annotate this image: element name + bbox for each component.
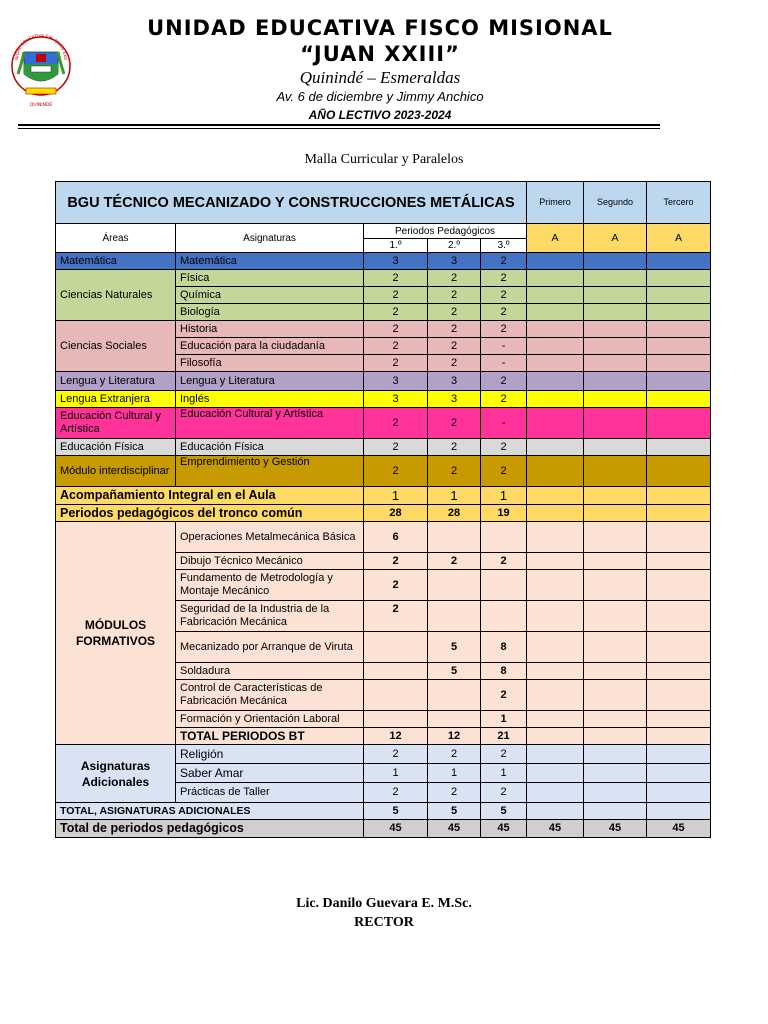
period-cell: 2 — [481, 270, 527, 287]
period-cell: 2 — [364, 355, 428, 372]
total-bt-label: TOTAL PERIODOS BT — [176, 728, 364, 745]
table-row — [56, 321, 711, 338]
period-cell: 45 — [481, 820, 527, 838]
period-cell: 1 — [364, 764, 428, 783]
subject-cell: Saber Amar — [176, 764, 364, 783]
subject-cell: Operaciones Metalmecánica Básica — [176, 522, 364, 553]
period-cell: 2 — [481, 783, 527, 803]
period-cell: 2 — [428, 304, 481, 321]
period-cell — [428, 570, 481, 601]
subject-cell: Dibujo Técnico Mecánico — [176, 553, 364, 570]
col-periodos-header: Periodos Pedagógicos — [364, 224, 527, 239]
table-row — [56, 745, 711, 764]
period-cell — [481, 570, 527, 601]
period-cell: 2 — [428, 745, 481, 764]
svg-text:QUININDÉ: QUININDÉ — [29, 103, 53, 108]
period-cell: 2 — [428, 553, 481, 570]
table-row — [56, 522, 711, 553]
period-cell: 2 — [428, 408, 481, 439]
col-asignaturas-header: Asignaturas — [176, 224, 364, 253]
period-cell: 2 — [428, 270, 481, 287]
document-title: Malla Curricular y Paralelos — [304, 152, 464, 167]
period-cell: 2 — [428, 439, 481, 456]
total-adicionales-label: TOTAL, ASIGNATURAS ADICIONALES — [56, 803, 364, 820]
subject-cell: Matemática — [176, 253, 364, 270]
period-cell: 45 — [364, 820, 428, 838]
subject-cell: Soldadura — [176, 663, 364, 680]
total-general-label: Total de periodos pedagógicos — [56, 820, 364, 838]
modulos-label: MÓDULOS FORMATIVOS — [56, 522, 176, 745]
paralelo-segundo: A — [584, 224, 647, 253]
period-cell: 2 — [428, 338, 481, 355]
period-cell: 2 — [364, 456, 428, 487]
period-cell: - — [481, 408, 527, 439]
subject-cell: Filosofía — [176, 355, 364, 372]
period-cell: 5 — [428, 632, 481, 663]
period-cell: 2 — [481, 553, 527, 570]
tronco-label: Periodos pedagógicos del tronco común — [56, 505, 364, 522]
period-cell: 2 — [364, 270, 428, 287]
subject-cell: Prácticas de Taller — [176, 783, 364, 803]
period-cell: 5 — [364, 803, 428, 820]
period-cell: 28 — [428, 505, 481, 522]
period-cell: 3 — [364, 372, 428, 391]
period-cell: 5 — [428, 663, 481, 680]
subject-cell: Lengua y Literatura — [176, 372, 364, 391]
curriculum-table — [55, 181, 711, 838]
period-cell: 2 — [481, 372, 527, 391]
area-cell: Lengua y Literatura — [56, 372, 176, 391]
period-cell: 45 — [428, 820, 481, 838]
paralelo-total-cell: 45 — [647, 820, 711, 838]
paralelo-total-cell: 45 — [527, 820, 584, 838]
table-row — [56, 253, 711, 270]
school-title-name: “JUAN XXIII” — [300, 42, 460, 66]
period-cell — [364, 711, 428, 728]
period-cell: 2 — [364, 304, 428, 321]
period-cell: 2 — [481, 321, 527, 338]
period-cell — [364, 632, 428, 663]
school-year: AÑO LECTIVO 2023-2024 — [308, 108, 452, 122]
period-cell: 2 — [428, 287, 481, 304]
school-crest-logo — [10, 26, 72, 110]
period-cell — [428, 711, 481, 728]
period-cell: 2 — [364, 601, 428, 632]
period-cell: 2 — [428, 783, 481, 803]
period-cell: 1 — [481, 711, 527, 728]
table-row — [56, 456, 711, 487]
period-cell: 2 — [481, 680, 527, 711]
header-rule-thin — [18, 128, 660, 129]
table-row — [56, 270, 711, 287]
period-cell: 2 — [481, 253, 527, 270]
subject-cell: Educación para la ciudadanía — [176, 338, 364, 355]
table-row — [56, 820, 711, 838]
table-row — [56, 391, 711, 408]
period-cell: 2 — [364, 321, 428, 338]
paralelo-total-cell: 45 — [584, 820, 647, 838]
subject-cell: Educación Física — [176, 439, 364, 456]
period-cell: 2 — [364, 338, 428, 355]
table-row — [56, 372, 711, 391]
period-cell: 2 — [481, 456, 527, 487]
period-cell: 2 — [428, 321, 481, 338]
period-cell: 1 — [364, 487, 428, 505]
period-cell: 12 — [364, 728, 428, 745]
rector-name: Lic. Danilo Guevara E. M.Sc. — [296, 896, 472, 911]
period-cell: 2 — [428, 355, 481, 372]
period-cell: 8 — [481, 632, 527, 663]
paralelo-head-tercero: Tercero — [647, 182, 711, 224]
period-cell — [481, 601, 527, 632]
subject-cell: Física — [176, 270, 364, 287]
period-cell: 3 — [364, 253, 428, 270]
table-row — [56, 487, 711, 505]
period-cell: 2 — [481, 745, 527, 764]
period-cell: 2 — [481, 304, 527, 321]
acompanamiento-label: Acompañamiento Integral en el Aula — [56, 487, 364, 505]
period-cell: 3 — [364, 391, 428, 408]
period-cell: 2 — [481, 391, 527, 408]
period-cell: 1 — [428, 487, 481, 505]
period-cell: 2 — [364, 745, 428, 764]
period-cell — [428, 522, 481, 553]
period-cell: 12 — [428, 728, 481, 745]
paralelo-tercero: A — [647, 224, 711, 253]
period-cell — [364, 663, 428, 680]
school-city: Quinindé – Esmeraldas — [299, 68, 461, 87]
subject-cell: Mecanizado por Arranque de Viruta — [176, 632, 364, 663]
area-cell: Matemática — [56, 253, 176, 270]
period-cell: 2 — [364, 553, 428, 570]
period-cell: 2 — [481, 439, 527, 456]
paralelo-primero: A — [527, 224, 584, 253]
svg-text:UNIDAD EDUCATIVA F.M. "JUAN XX: NIDAD EDUCATIVA F.M. "JUAN XXII — [13, 32, 69, 60]
period-cell: 1 — [481, 487, 527, 505]
year-2-header: 2.º — [428, 239, 481, 253]
program-title: BGU TÉCNICO MECANIZADO Y CONSTRUCCIONES METÁLICAS — [56, 182, 527, 224]
area-cell: Ciencias Naturales — [56, 270, 176, 321]
period-cell: - — [481, 338, 527, 355]
subject-cell: Educación Cultural y Artística — [176, 408, 364, 439]
rector-role: RECTOR — [354, 915, 414, 930]
col-areas-header: Áreas — [56, 224, 176, 253]
period-cell: 8 — [481, 663, 527, 680]
subject-cell: Seguridad de la Industria de la Fabricación Mecánica — [176, 601, 364, 632]
period-cell: 5 — [428, 803, 481, 820]
adicionales-label: Asignaturas Adicionales — [56, 745, 176, 803]
table-row — [56, 803, 711, 820]
area-cell: Educación Cultural y Artística — [56, 408, 176, 439]
period-cell: 3 — [428, 253, 481, 270]
period-cell: 19 — [481, 505, 527, 522]
subject-cell: Historia — [176, 321, 364, 338]
paralelo-head-segundo: Segundo — [584, 182, 647, 224]
area-cell: Ciencias Sociales — [56, 321, 176, 372]
period-cell: 2 — [364, 287, 428, 304]
subject-cell: Control de Características de Fabricación Mecánica — [176, 680, 364, 711]
area-cell: Lengua Extranjera — [56, 391, 176, 408]
subject-cell: Química — [176, 287, 364, 304]
subject-cell: Fundamento de Metrodología y Montaje Mecánico — [176, 570, 364, 601]
period-cell: 28 — [364, 505, 428, 522]
period-cell — [481, 522, 527, 553]
period-cell: 1 — [481, 764, 527, 783]
subject-cell: Religión — [176, 745, 364, 764]
school-name: UNIDAD EDUCATIVA FISCO MISIONAL — [147, 16, 613, 40]
period-cell: 3 — [428, 372, 481, 391]
area-cell: Módulo interdisciplinar — [56, 456, 176, 487]
table-row — [56, 505, 711, 522]
period-cell — [428, 601, 481, 632]
year-1-header: 1.º — [364, 239, 428, 253]
period-cell: 2 — [364, 783, 428, 803]
period-cell: 2 — [364, 570, 428, 601]
period-cell: - — [481, 355, 527, 372]
area-cell: Educación Física — [56, 439, 176, 456]
subject-cell: Emprendimiento y Gestión — [176, 456, 364, 487]
table-row — [56, 439, 711, 456]
period-cell: 2 — [364, 439, 428, 456]
paralelo-head-primero: Primero — [527, 182, 584, 224]
year-3-header: 3.º — [481, 239, 527, 253]
period-cell: 2 — [428, 456, 481, 487]
subject-cell: Formación y Orientación Laboral — [176, 711, 364, 728]
period-cell: 21 — [481, 728, 527, 745]
subject-cell: Biología — [176, 304, 364, 321]
period-cell — [428, 680, 481, 711]
header-rule — [18, 124, 660, 126]
school-address: Av. 6 de diciembre y Jimmy Anchico — [276, 89, 484, 104]
table-row — [56, 408, 711, 439]
period-cell: 2 — [364, 408, 428, 439]
subject-cell: Inglés — [176, 391, 364, 408]
period-cell — [364, 680, 428, 711]
period-cell: 1 — [428, 764, 481, 783]
period-cell: 3 — [428, 391, 481, 408]
period-cell: 6 — [364, 522, 428, 553]
period-cell: 5 — [481, 803, 527, 820]
period-cell: 2 — [481, 287, 527, 304]
